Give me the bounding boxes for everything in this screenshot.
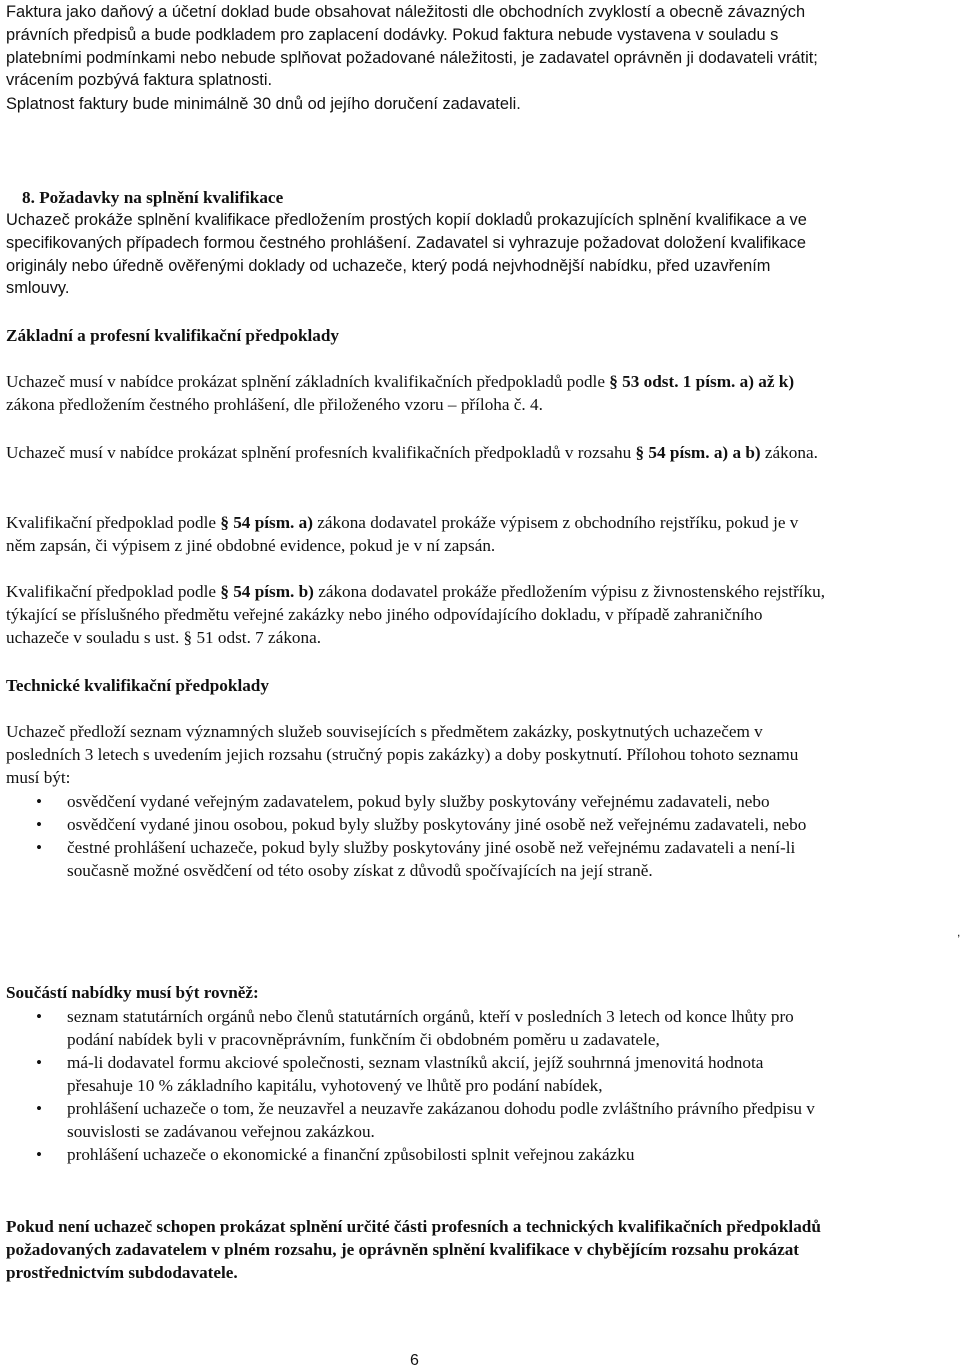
basic-requirements-paragraph: Uchazeč musí v nabídce prokázat splnění základních kvalifikačních předpokladů podle § 53 odst. 1 písm. a) až k) zákona předložením čestného prohlášení, dle přiloženého vzoru – příloha č. 4. — [6, 372, 795, 414]
bullet-icon: • — [36, 1099, 43, 1118]
offer-parts-list — [6, 1005, 826, 1166]
bullet-icon: • — [36, 1053, 43, 1072]
trade-register-paragraph: Kvalifikační předpoklad podle § 54 písm. a) zákona dodavatel prokáže výpisem z obchodního rejstříku, pokud je v něm zapsán, či výpisem z jiné obdobné evidence, pokud je v ní zapsán. — [6, 513, 799, 555]
trade-license-paragraph: Kvalifikační předpoklad podle § 54 písm. b) zákona dodavatel prokáže předložením výpisu z živnostenského rejstříku, týkající se příslušného předmětu veřejné zakázky nebo jiného odpovídajícího dokladu, v případě zahraničního uchazeče v souladu s ust. § 51 odst. 7 zákona. — [6, 582, 826, 647]
list-item: • seznam statutárních orgánů nebo členů statutárních orgánů, kteří v posledních 3 letech od konce lhůty pro podání nabídek byli v pracovněprávním, funkčním či obdobném poměru u zadavatele, — [36, 1007, 794, 1049]
bullet-icon: • — [36, 1007, 43, 1026]
section-8-heading — [22, 186, 283, 209]
basic-qualification-heading: Základní a profesní kvalifikační předpoklady — [6, 326, 340, 345]
subcontractor-paragraph: Pokud není uchazeč schopen prokázat splnění určité části profesních a technických kvalifikačních předpokladů požadovaných zadavatelem v plném rozsahu, je oprávněn splnění kvalifikace v chybějícím rozsahu prokázat prostřednictvím subdodavatele. — [6, 1217, 821, 1282]
section-title: Požadavky na splnění kvalifikace — [39, 188, 284, 207]
list-item: • osvědčení vydané jinou osobou, pokud byly služby poskytovány jiné osobě než veřejnému zadavateli, nebo — [36, 815, 807, 834]
technical-qualification-heading: Technické kvalifikační předpoklady — [6, 676, 269, 695]
qualification-paragraph: Uchazeč prokáže splnění kvalifikace předložením prostých kopií dokladů prokazujících splnění kvalifikace a ve specifikovaných případech formou čestného prohlášení. Zadavatel si vyhrazuje požadovat doložení kvalifikace originály nebo úředně ověřenými doklady od uchazeče, který podá nejvhodnější nabídku, před uzavřením smlouvy. — [6, 211, 807, 298]
list-item: • prohlášení uchazeče o ekonomické a finanční způsobilosti splnit veřejnou zakázku — [36, 1145, 635, 1164]
page-number: 6 — [410, 1352, 419, 1369]
services-list-paragraph: Uchazeč předloží seznam významných služeb souvisejících s předmětem zakázky, poskytnutých uchazečem v posledních 3 letech s uvedením jejich rozsahu (stručný popis zakázky) a doby poskytnutí. Přílohou tohoto seznamu musí být: — [6, 722, 799, 787]
bullet-icon: • — [36, 815, 43, 834]
due-date-paragraph: Splatnost faktury bude minimálně 30 dnů od jejího doručení zadavateli. — [6, 95, 521, 113]
bullet-icon: • — [36, 1145, 43, 1164]
list-item: • má-li dodavatel formu akciové společnosti, seznam vlastníků akcií, jejíž souhrnná jmenovitá hodnota přesahuje 10 % základního kapitálu, vyhotovený ve lhůtě pro podání nabídek, — [36, 1053, 764, 1095]
invoice-paragraph: Faktura jako daňový a účetní doklad bude obsahovat náležitosti dle obchodních zvyklostí a obecně závazných právních předpisů a bude podkladem pro zaplacení dodávky. Pokud faktura nebude vystavena v souladu s platebními podmínkami nebo nebude splňovat požadované náležitosti, je zadavatel oprávněn ji dodavateli vrátit; vrácením pozbývá faktura splatnosti. — [6, 3, 818, 90]
professional-requirements-paragraph: Uchazeč musí v nabídce prokázat splnění profesních kvalifikačních předpokladů v rozsahu § 54 písm. a) a b) zákona. — [6, 443, 818, 462]
list-item: • prohlášení uchazeče o tom, že neuzavřel a neuzavře zakázanou dohodu podle zvláštního právního předpisu v souvislosti se zadávanou veřejnou zakázkou. — [36, 1099, 815, 1141]
bullet-icon: • — [36, 838, 43, 857]
bullet-icon: • — [36, 792, 43, 811]
certificate-list — [6, 790, 826, 882]
offer-parts-heading: Součástí nabídky musí být rovněž: — [6, 983, 259, 1002]
list-item: • čestné prohlášení uchazeče, pokud byly služby poskytovány jiné osobě než veřejnému zadavateli a není-li současně možné osvědčení od této osoby získat z důvodů spočívajících na její straně. — [36, 838, 796, 880]
section-number: 8. — [22, 188, 35, 207]
list-item: • osvědčení vydané veřejným zadavatelem, pokud byly služby poskytovány veřejnému zadavateli, nebo — [36, 792, 770, 811]
